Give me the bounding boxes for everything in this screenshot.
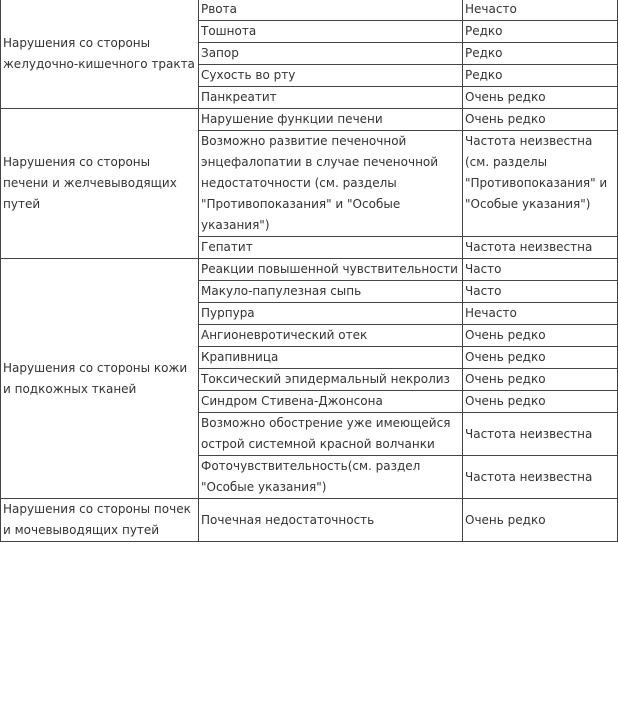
effect-cell: Сухость во рту — [199, 65, 463, 87]
frequency-cell: Частота неизвестна — [463, 413, 618, 456]
category-cell: Нарушения со стороны желудочно-кишечного тракта — [1, 0, 199, 109]
frequency-cell: Частота неизвестна (см. разделы "Противопоказания" и "Особые указания") — [463, 131, 618, 237]
effect-cell: Рвота — [199, 0, 463, 21]
table-row — [1, 259, 618, 281]
effect-cell: Фоточувствительность(см. раздел "Особые указания") — [199, 456, 463, 499]
table-row — [1, 109, 618, 131]
effect-cell: Нарушение функции печени — [199, 109, 463, 131]
effect-cell: Синдром Стивена-Джонсона — [199, 391, 463, 413]
table-row — [1, 499, 618, 542]
effect-cell: Почечная недостаточность — [199, 499, 463, 542]
frequency-cell: Очень редко — [463, 325, 618, 347]
effect-cell: Панкреатит — [199, 87, 463, 109]
category-cell: Нарушения со стороны кожи и подкожных тканей — [1, 259, 199, 499]
frequency-cell: Очень редко — [463, 347, 618, 369]
category-cell: Нарушения со стороны почек и мочевыводящих путей — [1, 499, 199, 542]
effect-cell: Реакции повышенной чувствительности — [199, 259, 463, 281]
frequency-cell: Часто — [463, 259, 618, 281]
effect-cell: Гепатит — [199, 237, 463, 259]
frequency-cell: Редко — [463, 65, 618, 87]
effect-cell: Запор — [199, 43, 463, 65]
frequency-cell: Нечасто — [463, 303, 618, 325]
frequency-cell: Очень редко — [463, 499, 618, 542]
effect-cell: Возможно развитие печеночной энцефалопатии в случае печеночной недостаточности (см. разделы "Противопоказания" и "Особые указания") — [199, 131, 463, 237]
effect-cell: Возможно обострение уже имеющейся острой системной красной волчанки — [199, 413, 463, 456]
effect-cell: Ангионевротический отек — [199, 325, 463, 347]
frequency-cell: Очень редко — [463, 87, 618, 109]
frequency-cell: Часто — [463, 281, 618, 303]
effect-cell: Токсический эпидермальный некролиз — [199, 369, 463, 391]
category-cell: Нарушения со стороны печени и желчевыводящих путей — [1, 109, 199, 259]
frequency-cell: Нечасто — [463, 0, 618, 21]
effect-cell: Пурпура — [199, 303, 463, 325]
table-row — [1, 0, 618, 21]
table-body — [1, 0, 618, 542]
effect-cell: Крапивница — [199, 347, 463, 369]
effect-cell: Макуло-папулезная сыпь — [199, 281, 463, 303]
effect-cell: Тошнота — [199, 21, 463, 43]
frequency-cell: Частота неизвестна — [463, 237, 618, 259]
frequency-cell: Частота неизвестна — [463, 456, 618, 499]
frequency-cell: Очень редко — [463, 369, 618, 391]
frequency-cell: Очень редко — [463, 109, 618, 131]
frequency-cell: Редко — [463, 43, 618, 65]
frequency-cell: Редко — [463, 21, 618, 43]
frequency-cell: Очень редко — [463, 391, 618, 413]
